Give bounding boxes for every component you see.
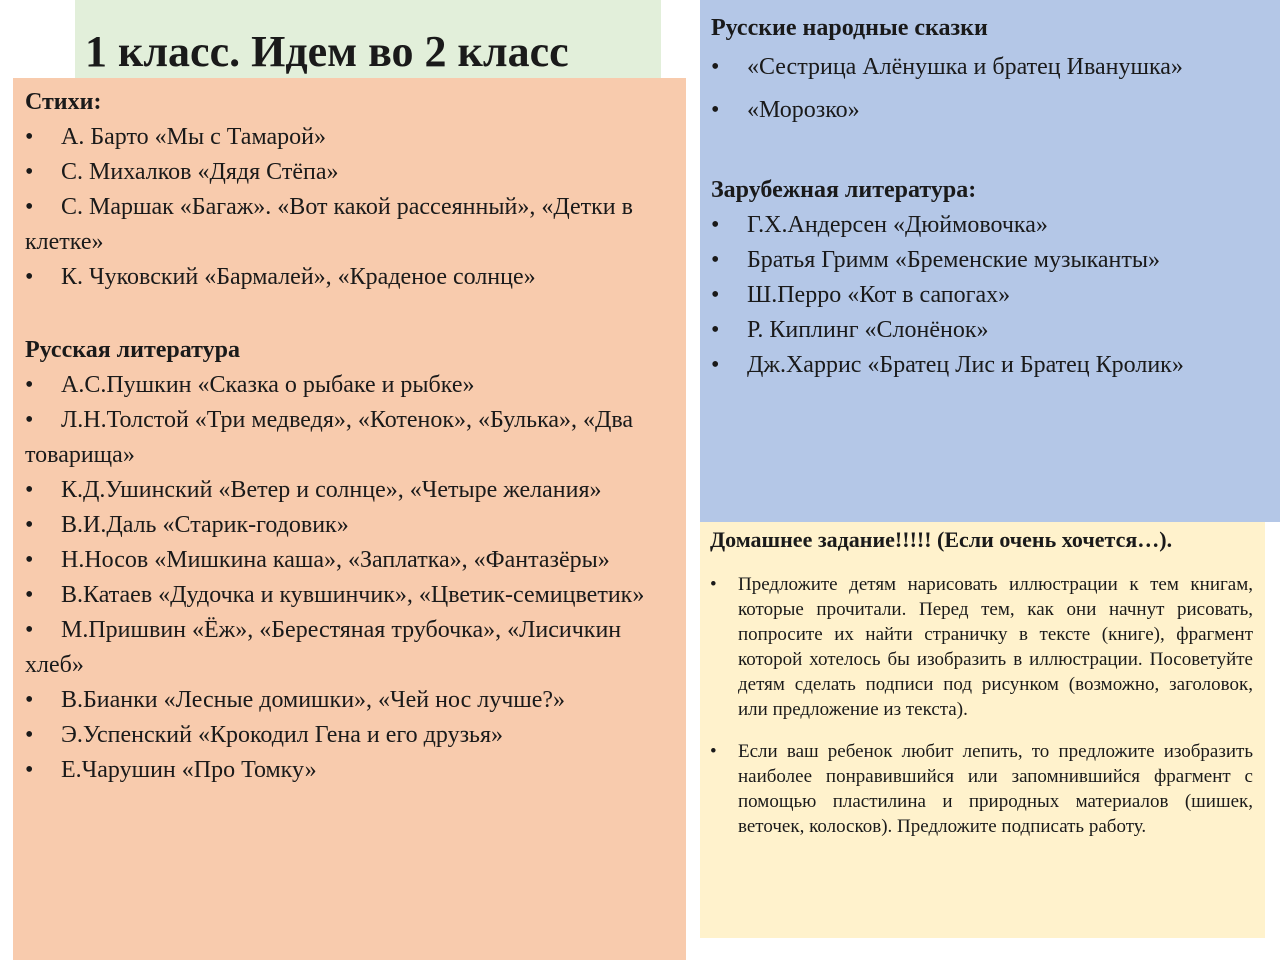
list-item: • А. Барто «Мы с Тамарой»: [25, 124, 326, 150]
list-item: • В.Катаев «Дудочка и кувшинчик», «Цветик-семицветик»: [25, 582, 645, 608]
list-item: • С. Михалков «Дядя Стёпа»: [25, 159, 339, 185]
list-item: • В.Бианки «Лесные домишки», «Чей нос лучше?»: [25, 687, 566, 713]
page-title: 1 класс. Идем во 2 класс: [85, 27, 569, 76]
list-item: • «Морозко»: [711, 97, 860, 123]
list-item: • К.Д.Ушинский «Ветер и солнце», «Четыре желания»: [25, 477, 602, 503]
homework-heading: Домашнее задание!!!!! (Если очень хочется…).: [710, 527, 1173, 552]
list-item: • Р. Киплинг «Слонёнок»: [711, 317, 989, 343]
list-item: • Н.Носов «Мишкина каша», «Заплатка», «Фантазёры»: [25, 547, 610, 573]
homework-panel: [700, 522, 1265, 938]
list-item: • В.И.Даль «Старик-годовик»: [25, 512, 349, 538]
list-item: • «Сестрица Алёнушка и братец Иванушка»: [711, 54, 1183, 80]
list-item: • Э.Успенский «Крокодил Гена и его друзья»: [25, 722, 504, 748]
list-item: • Г.Х.Андерсен «Дюймовочка»: [711, 212, 1048, 238]
list-item: • А.С.Пушкин «Сказка о рыбаке и рыбке»: [25, 372, 475, 398]
homework-item: • Предложите детям нарисовать иллюстрации к тем книгам, которые прочитали. Перед тем, как они начнут рисовать, попросите их найти страничку в тексте (книге), фрагмент которой хотелось бы изобразить в иллюстрации. Посоветуйте детям сделать подписи под рисунком (возможно, заголовок, или предложение из текста).: [710, 574, 1253, 720]
list-item: • Е.Чарушин «Про Томку»: [25, 757, 317, 783]
list-item: • М.Пришвин «Ёж», «Берестяная трубочка», «Лисичкин хлеб»: [25, 617, 622, 678]
list-item: • К. Чуковский «Бармалей», «Краденое солнце»: [25, 264, 536, 290]
foreign-lit-heading: Зарубежная литература:: [711, 177, 977, 203]
russian-lit-heading: Русская литература: [25, 337, 240, 363]
folk-tales-heading: Русские народные сказки: [711, 15, 988, 41]
list-item: • Дж.Харрис «Братец Лис и Братец Кролик»: [711, 352, 1184, 378]
homework-item: • Если ваш ребенок любит лепить, то предложите изобразить наиболее понравившийся или запомнившийся фрагмент с помощью пластилина и природных материалов (шишек, веточек, колосков). Предложите подписать работу.: [710, 741, 1253, 837]
list-item: • Ш.Перро «Кот в сапогах»: [711, 282, 1011, 308]
list-item: • Братья Гримм «Бременские музыканты»: [711, 247, 1160, 273]
left-panel: [13, 78, 686, 960]
list-item: • С. Маршак «Багаж». «Вот какой рассеянный», «Детки в клетке»: [25, 194, 633, 255]
list-item: • Л.Н.Толстой «Три медведя», «Котенок», «Булька», «Два товарища»: [25, 407, 634, 468]
poems-heading: Стихи:: [25, 89, 102, 115]
right-top-panel: [700, 0, 1280, 522]
